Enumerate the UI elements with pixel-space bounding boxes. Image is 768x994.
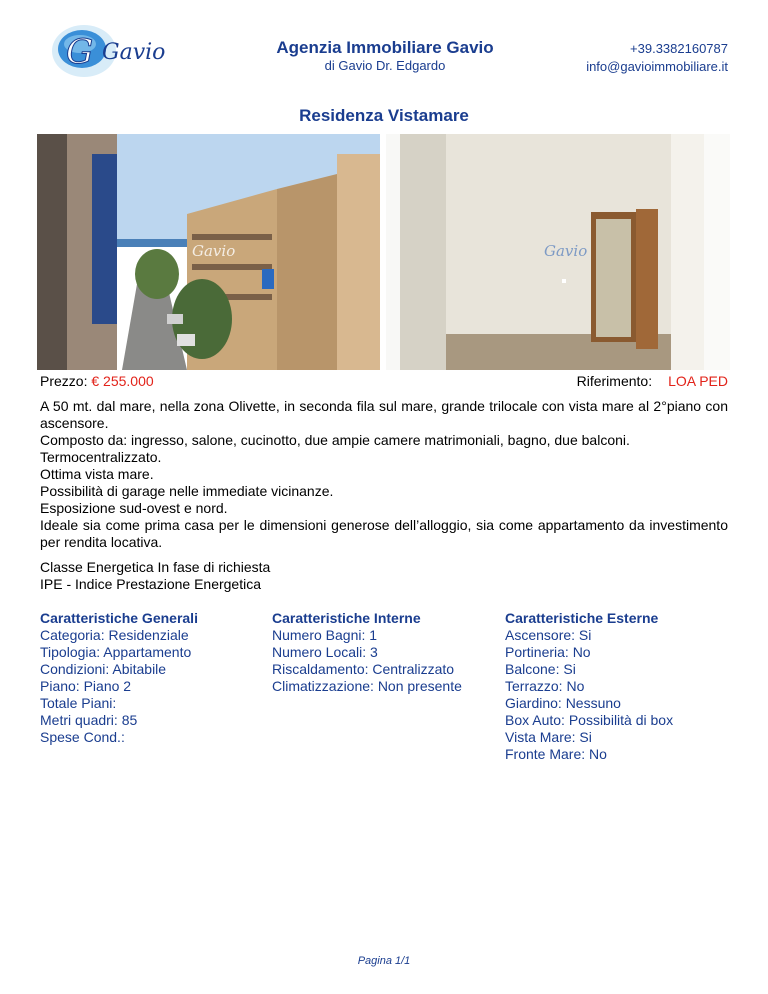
energy-ipe: IPE - Indice Prestazione Energetica bbox=[40, 576, 262, 592]
photo-watermark: Gavio bbox=[192, 242, 236, 260]
feature-item: Terrazzo: No bbox=[505, 678, 585, 694]
photo-street-view bbox=[37, 134, 380, 370]
agency-subtitle: di Gavio Dr. Edgardo bbox=[324, 58, 446, 73]
reference bbox=[577, 373, 728, 389]
agency-logo bbox=[50, 22, 166, 80]
email-address[interactable]: info@gavioimmobiliare.it bbox=[586, 59, 728, 74]
feature-item: Categoria: Residenziale bbox=[40, 627, 189, 643]
feature-item: Numero Bagni: 1 bbox=[272, 627, 378, 643]
feature-item: Balcone: Si bbox=[505, 661, 576, 677]
phone-number[interactable]: +39.3382160787 bbox=[630, 41, 728, 56]
contact-block bbox=[586, 40, 728, 76]
feature-item: Giardino: Nessuno bbox=[505, 695, 621, 711]
price-value: € 255.000 bbox=[91, 373, 154, 389]
energy-class: Classe Energetica In fase di richiesta bbox=[40, 559, 271, 575]
feature-item: Tipologia: Appartamento bbox=[40, 644, 192, 660]
logo-text: Gavio bbox=[102, 40, 166, 65]
reference-label: Riferimento: bbox=[576, 373, 653, 389]
feature-item: Totale Piani: bbox=[40, 695, 117, 711]
feature-item: Metri quadri: 85 bbox=[40, 712, 138, 728]
description-line: Ottima vista mare. bbox=[40, 466, 154, 482]
price bbox=[40, 373, 154, 389]
features-heading: Caratteristiche Interne bbox=[272, 610, 421, 626]
feature-item: Fronte Mare: No bbox=[505, 746, 607, 762]
agency-name: Agenzia Immobiliare Gavio bbox=[276, 38, 494, 57]
reference-value: LOA PED bbox=[668, 373, 728, 389]
features-heading: Caratteristiche Esterne bbox=[505, 610, 659, 626]
description-line: Termocentralizzato. bbox=[40, 449, 162, 465]
page-number: Pagina 1/1 bbox=[357, 955, 411, 967]
description-line: Possibilità di garage nelle immediate vicinanze. bbox=[40, 483, 334, 499]
features-external bbox=[505, 610, 673, 763]
agency-block bbox=[230, 38, 540, 74]
property-title: Residenza Vistamare bbox=[299, 106, 469, 125]
feature-item: Piano: Piano 2 bbox=[40, 678, 132, 694]
price-label: Prezzo: bbox=[40, 373, 88, 389]
feature-item: Spese Cond.: bbox=[40, 729, 125, 745]
description-line: Composto da: ingresso, salone, cucinotto, due ampie camere matrimoniali, bagno, due balconi. bbox=[40, 432, 630, 448]
feature-item: Box Auto: Possibilità di box bbox=[505, 712, 674, 728]
photo-watermark: Gavio bbox=[544, 242, 588, 260]
feature-item: Portineria: No bbox=[505, 644, 591, 660]
features-heading: Caratteristiche Generali bbox=[40, 610, 198, 626]
photo-interior-room bbox=[386, 134, 730, 370]
energy-info bbox=[40, 559, 270, 593]
description-line: A 50 mt. dal mare, nella zona Olivette, in seconda fila sul mare, grande trilocale con vista mare al 2°piano con ascensore. bbox=[40, 398, 728, 431]
feature-item: Riscaldamento: Centralizzato bbox=[272, 661, 455, 677]
feature-item: Ascensore: Si bbox=[505, 627, 592, 643]
feature-item: Climatizzazione: Non presente bbox=[272, 678, 462, 694]
description bbox=[40, 398, 728, 551]
features-general bbox=[40, 610, 198, 746]
feature-item: Vista Mare: Si bbox=[505, 729, 592, 745]
description-line: Esposizione sud-ovest e nord. bbox=[40, 500, 228, 516]
description-line: Ideale sia come prima casa per le dimensioni generose dell’alloggio, sia come appartamento da investimento per rendita locativa. bbox=[40, 517, 728, 550]
features-internal bbox=[272, 610, 462, 695]
svg-text:G: G bbox=[66, 32, 94, 72]
feature-item: Numero Locali: 3 bbox=[272, 644, 378, 660]
feature-item: Condizioni: Abitabile bbox=[40, 661, 167, 677]
